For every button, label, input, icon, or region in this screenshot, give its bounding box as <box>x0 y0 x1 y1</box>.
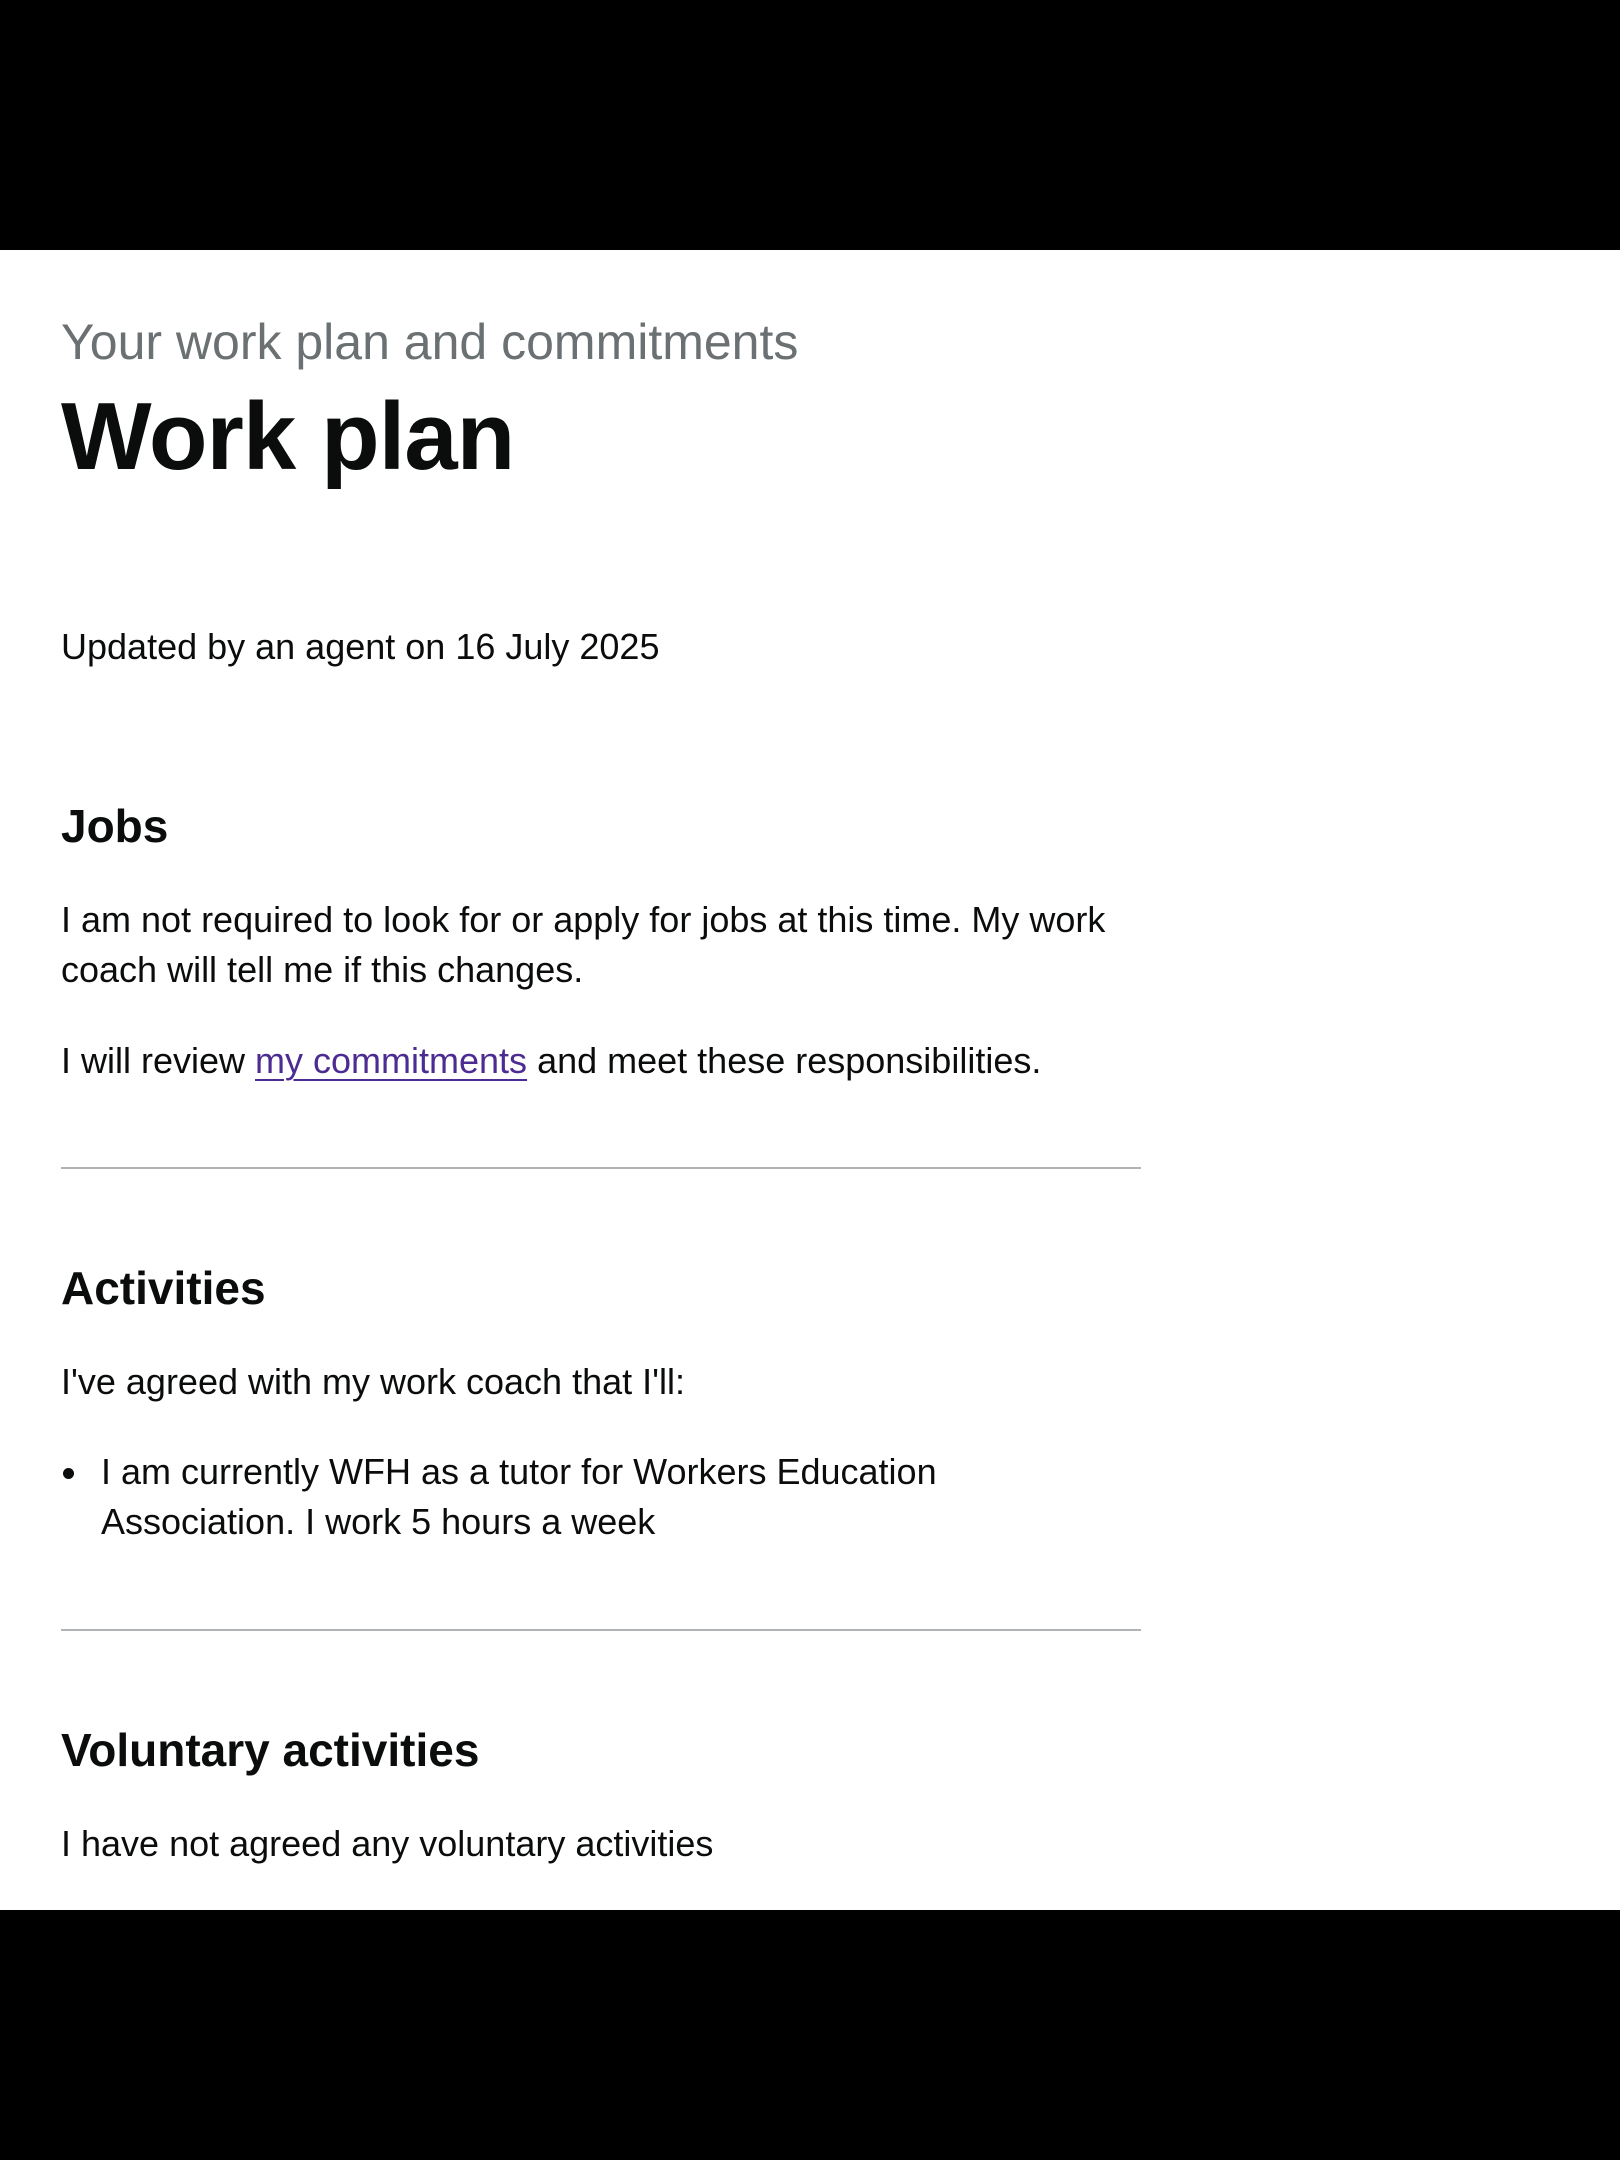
jobs-paragraph: I am not required to look for or apply for jobs at this time. My work coach will tell me if this changes. <box>61 899 1106 990</box>
section-divider-1 <box>61 1167 1141 1169</box>
activity-text: I am currently WFH as a tutor for Workers Education Association. I work 5 hours a week <box>101 1451 937 1542</box>
voluntary-heading: Voluntary activities <box>61 1724 480 1776</box>
review-suffix: and meet these responsibilities. <box>527 1040 1042 1081</box>
bullet-icon <box>63 1468 74 1479</box>
page-content <box>0 250 1620 1910</box>
section-divider-2 <box>61 1629 1141 1631</box>
updated-text: Updated by an agent on 16 July 2025 <box>61 626 660 667</box>
jobs-heading: Jobs <box>61 800 169 852</box>
activities-intro: I've agreed with my work coach that I'll: <box>61 1361 686 1402</box>
review-prefix: I will review <box>61 1040 256 1081</box>
page-caption: Your work plan and commitments <box>61 314 799 370</box>
activities-heading: Activities <box>61 1262 266 1314</box>
voluntary-paragraph: I have not agreed any voluntary activities <box>61 1823 714 1864</box>
top-letterbox <box>0 0 1620 250</box>
activities-list <box>61 1447 1141 1547</box>
jobs-review-text <box>61 1036 1141 1086</box>
page-title: Work plan <box>61 383 515 490</box>
my-commitments-link[interactable]: my commitments <box>255 1040 528 1081</box>
list-item <box>61 1447 1021 1547</box>
bottom-letterbox <box>0 1910 1620 2160</box>
